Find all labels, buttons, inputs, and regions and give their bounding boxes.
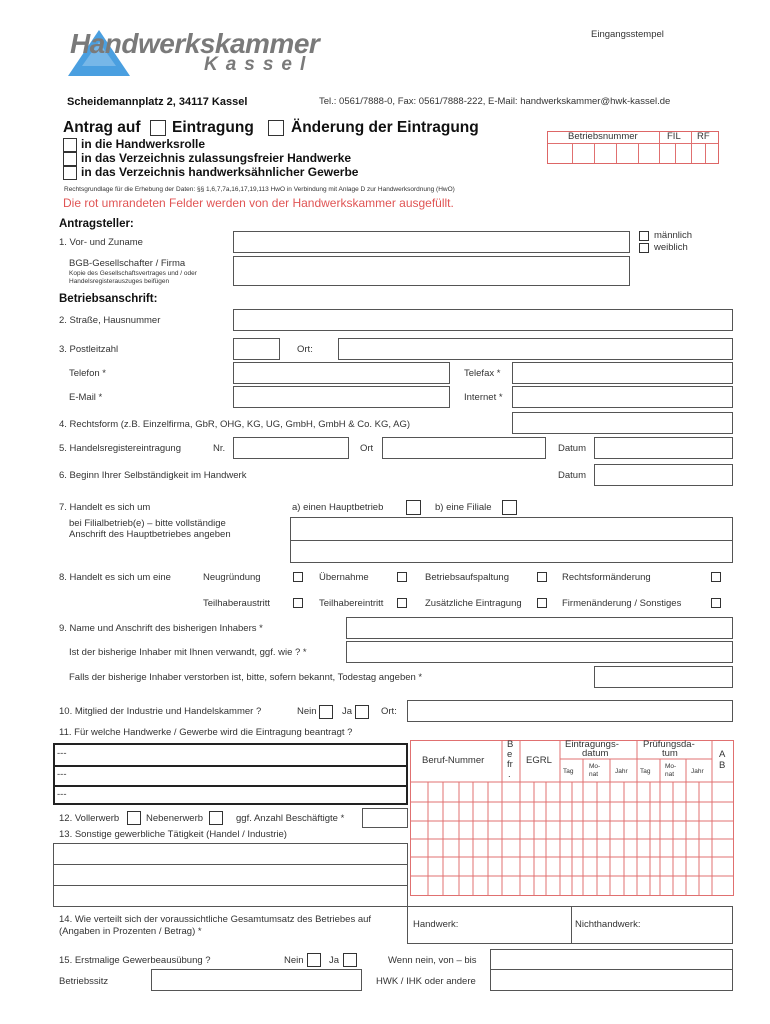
handwerksrolle-checkbox[interactable] xyxy=(63,138,77,152)
opt-rechtsform-label: Rechtsformänderung xyxy=(562,572,651,583)
ihk-ort-input[interactable] xyxy=(407,700,733,722)
erstmalig-ja-label: Ja xyxy=(329,955,340,966)
nebenerwerb-label: Nebenerwerb xyxy=(146,813,204,824)
umsatz-label-2: (Angaben in Prozenten / Betrag) * xyxy=(59,926,202,937)
erstmalig-label: 15. Erstmalige Gewerbeausübung ? xyxy=(59,955,211,966)
logo-title: Handwerkskammer xyxy=(70,28,320,59)
hr-ort-input[interactable] xyxy=(382,437,546,459)
ihk-nein-label: Nein xyxy=(297,706,317,717)
handwerk-label[interactable]: Handwerk: xyxy=(413,919,459,930)
erstmalig-nein-label: Nein xyxy=(284,955,304,966)
bgb-note-2: Handelsregisterauszuges beifügen xyxy=(69,278,170,285)
eintrag-monat-label-1: Mo- xyxy=(589,763,601,770)
hauptbetrieb-checkbox[interactable] xyxy=(406,500,421,515)
hr-ort-label: Ort xyxy=(360,443,374,454)
opt-neugruendung-label: Neugründung xyxy=(203,572,261,583)
rechtsform-label: 4. Rechtsform (z.B. Einzelfirma, GbR, OHG, KG, UG, GmbH, GmbH & Co. KG, AG) xyxy=(59,419,411,430)
beschaeftigte-label: ggf. Anzahl Beschäftigte * xyxy=(236,813,345,824)
opt-firmenaenderung-checkbox[interactable] xyxy=(711,598,721,608)
maennlich-label: männlich xyxy=(654,230,693,241)
antragsteller-heading: Antragsteller: xyxy=(59,218,134,230)
maennlich-checkbox[interactable] xyxy=(639,231,649,241)
betriebsnummer-label: Betriebsnummer xyxy=(568,131,638,142)
todestag-input[interactable] xyxy=(594,666,733,688)
inhaber-input[interactable] xyxy=(346,617,733,639)
ihk-nein-checkbox[interactable] xyxy=(319,705,333,719)
logo-subtitle: Kassel xyxy=(204,54,314,75)
verwandt-label: Ist der bisherige Inhaber mit Ihnen verwandt, ggf. wie ? * xyxy=(69,647,307,658)
pruef-jahr-label: Jahr xyxy=(691,768,704,775)
opt-teilhaberaustritt-checkbox[interactable] xyxy=(293,598,303,608)
gewerbe-entry-3[interactable]: --- xyxy=(57,789,67,800)
von-bis-input[interactable] xyxy=(490,949,733,971)
email-label: E-Mail * xyxy=(69,392,103,403)
beginn-label: 6. Beginn Ihrer Selbständigkeit im Handwerk xyxy=(59,470,247,481)
befr-3: fr xyxy=(507,759,513,770)
filiale-checkbox[interactable] xyxy=(502,500,517,515)
hwk-ihk-label: HWK / IHK oder andere xyxy=(376,976,476,987)
opt-zusaetzlich-checkbox[interactable] xyxy=(537,598,547,608)
email-input[interactable] xyxy=(233,386,450,408)
opt-aufspaltung-label: Betriebsaufspaltung xyxy=(425,572,509,583)
bgb-label: BGB-Gesellschafter / Firma xyxy=(69,258,186,269)
hr-nr-input[interactable] xyxy=(233,437,349,459)
befr-4: . xyxy=(508,769,511,780)
betriebssitz-label: Betriebssitz xyxy=(59,976,109,987)
ihk-ja-label: Ja xyxy=(342,706,353,717)
ab-label-1: A xyxy=(719,749,726,760)
handwerksaehnlich-checkbox[interactable] xyxy=(63,166,77,180)
ort-input[interactable] xyxy=(338,338,733,360)
nichthandwerk-label[interactable]: Nichthandwerk: xyxy=(575,919,641,930)
beginn-datum-label: Datum xyxy=(558,470,586,481)
sonstige-input[interactable] xyxy=(53,843,408,907)
handelt1-label: 7. Handelt es sich um xyxy=(59,502,151,513)
wenn-nein-label: Wenn nein, von – bis xyxy=(388,955,477,966)
hauptbetrieb-address-input[interactable] xyxy=(290,517,733,563)
plz-input[interactable] xyxy=(233,338,280,360)
inhaber-label: 9. Name und Anschrift des bisherigen Inhabers * xyxy=(59,623,263,634)
plz-label: 3. Postleitzahl xyxy=(59,344,119,355)
opt-uebernahme-checkbox[interactable] xyxy=(397,572,407,582)
eintragung-checkbox[interactable] xyxy=(150,120,166,136)
ort-label: Ort: xyxy=(297,344,313,355)
umsatz-label-1: 14. Wie verteilt sich der voraussichtliche Gesamtumsatz des Betriebes auf xyxy=(59,914,372,925)
aenderung-checkbox[interactable] xyxy=(268,120,284,136)
weiblich-checkbox[interactable] xyxy=(639,243,649,253)
opt-firmenaenderung-label: Firmenänderung / Sonstiges xyxy=(562,598,682,609)
opt-teilhabereintritt-checkbox[interactable] xyxy=(397,598,407,608)
egrl-label: EGRL xyxy=(526,755,552,766)
beruf-nummer-label: Beruf-Nummer xyxy=(422,755,485,766)
pruefungsdatum-label-2: tum xyxy=(662,748,678,759)
eintragung-label: Eintragung xyxy=(172,119,254,136)
filial-note-2: Anschrift des Hauptbetriebes angeben xyxy=(69,529,231,540)
eintragungsdatum-label-2: datum xyxy=(582,748,609,759)
opt-neugruendung-checkbox[interactable] xyxy=(293,572,303,582)
opt-rechtsform-checkbox[interactable] xyxy=(711,572,721,582)
hr-label: 5. Handelsregistereintragung xyxy=(59,443,181,454)
ab-label-2: B xyxy=(719,760,726,771)
hr-datum-label: Datum xyxy=(558,443,586,454)
ihk-ja-checkbox[interactable] xyxy=(355,705,369,719)
stamp-label: Eingangsstempel xyxy=(591,29,664,40)
address: Scheidemannplatz 2, 34117 Kassel xyxy=(67,96,248,108)
telefon-input[interactable] xyxy=(233,362,450,384)
handelt2-label: 8. Handelt es sich um eine xyxy=(59,572,171,583)
opt-zusaetzlich-label: Zusätzliche Eintragung xyxy=(425,598,522,609)
rf-label: RF xyxy=(697,131,710,142)
opt-aufspaltung-checkbox[interactable] xyxy=(537,572,547,582)
betriebssitz-input[interactable] xyxy=(151,969,362,991)
logo xyxy=(64,24,324,80)
eintrag-jahr-label: Jahr xyxy=(615,768,628,775)
hwk-ihk-input[interactable] xyxy=(490,969,733,991)
gewerbe-entries xyxy=(53,743,408,805)
sonstige-label: 13. Sonstige gewerbliche Tätigkeit (Handel / Industrie) xyxy=(59,829,287,840)
beschaeftigte-input[interactable] xyxy=(362,808,408,828)
erstmalig-nein-checkbox[interactable] xyxy=(307,953,321,967)
pruef-tag-label: Tag xyxy=(640,768,651,775)
hr-nr-label: Nr. xyxy=(213,443,226,454)
weiblich-label: weiblich xyxy=(654,242,688,253)
gewerbe-entry-1[interactable]: --- xyxy=(57,748,67,759)
pruef-monat-label-1: Mo- xyxy=(665,763,677,770)
gewerbe-label: 11. Für welche Handwerke / Gewerbe wird die Eintragung beantragt ? xyxy=(59,727,353,738)
handwerksaehnlich-label: in das Verzeichnis handwerksähnlicher Gewerbe xyxy=(81,165,359,179)
office-table xyxy=(410,740,734,896)
zulassungsfrei-checkbox[interactable] xyxy=(63,152,77,166)
pruefungsdatum-label-1: Prüfungsda- xyxy=(643,739,695,750)
contact-line: Tel.: 0561/7888-0, Fax: 0561/7888-222, E-Mail: handwerkskammer@hwk-kassel.de xyxy=(319,96,671,107)
nebenerwerb-checkbox[interactable] xyxy=(209,811,223,825)
bgb-input[interactable] xyxy=(233,256,630,286)
internet-input[interactable] xyxy=(512,386,733,408)
verwandt-input[interactable] xyxy=(346,641,733,663)
opt-teilhaberaustritt-label: Teilhaberaustritt xyxy=(203,598,271,609)
hr-datum-input[interactable] xyxy=(594,437,733,459)
eintrag-monat-label-2: nat xyxy=(589,771,599,778)
internet-label: Internet * xyxy=(464,392,503,403)
strasse-input[interactable] xyxy=(233,309,733,331)
befr-2: e xyxy=(507,749,513,760)
verstorben-label: Falls der bisherige Inhaber verstorben ist, bitte, sofern bekannt, Todestag angeben * xyxy=(69,672,423,683)
hauptbetrieb-label: a) einen Hauptbetrieb xyxy=(292,502,384,513)
filiale-label: b) eine Filiale xyxy=(435,502,492,513)
telefax-label: Telefax * xyxy=(464,368,501,379)
erstmalig-ja-checkbox[interactable] xyxy=(343,953,357,967)
gewerbe-entry-2[interactable]: --- xyxy=(57,769,67,780)
bgb-note-1: Kopie des Gesellschaftsvertrages und / oder xyxy=(69,270,197,277)
opt-teilhabereintritt-label: Teilhabereintritt xyxy=(319,598,384,609)
beginn-datum-input[interactable] xyxy=(594,464,733,486)
name-label: 1. Vor- und Zuname xyxy=(59,237,143,248)
eintrag-tag-label: Tag xyxy=(563,768,574,775)
opt-uebernahme-label: Übernahme xyxy=(319,572,369,583)
befr-1: B xyxy=(507,739,514,750)
filial-note-1: bei Filialbetrieb(e) – bitte vollständige xyxy=(69,518,226,529)
ihk-ort-label: Ort: xyxy=(381,706,397,717)
betriebsanschrift-heading: Betriebsanschrift: xyxy=(59,293,158,305)
pruef-monat-label-2: nat xyxy=(665,771,675,778)
legal-note: Rechtsgrundlage für die Erhebung der Daten: §§ 1,6,7,7a,16,17,19,113 HwO in Verbindung mit Anlage D zur Handwerksordnung (HwO) xyxy=(64,186,455,193)
ihk-label: 10. Mitglied der Industrie und Handelskammer ? xyxy=(59,706,262,717)
vollerwerb-label: 12. Vollerwerb xyxy=(59,813,120,824)
name-input[interactable] xyxy=(233,231,630,253)
antrag-auf-label: Antrag auf xyxy=(63,119,141,136)
fil-label: FIL xyxy=(667,131,681,142)
handwerksrolle-label: in die Handwerksrolle xyxy=(81,137,206,151)
strasse-label: 2. Straße, Hausnummer xyxy=(59,315,161,326)
rechtsform-input[interactable] xyxy=(512,412,733,434)
zulassungsfrei-label: in das Verzeichnis zulassungsfreier Handwerke xyxy=(81,151,352,165)
red-fields-note: Die rot umrandeten Felder werden von der Handwerkskammer ausgefüllt. xyxy=(63,196,454,210)
eintragungsdatum-label-1: Eintragungs- xyxy=(565,739,619,750)
aenderung-label: Änderung der Eintragung xyxy=(291,119,479,136)
telefax-input[interactable] xyxy=(512,362,733,384)
vollerwerb-checkbox[interactable] xyxy=(127,811,141,825)
telefon-label: Telefon * xyxy=(69,368,106,379)
